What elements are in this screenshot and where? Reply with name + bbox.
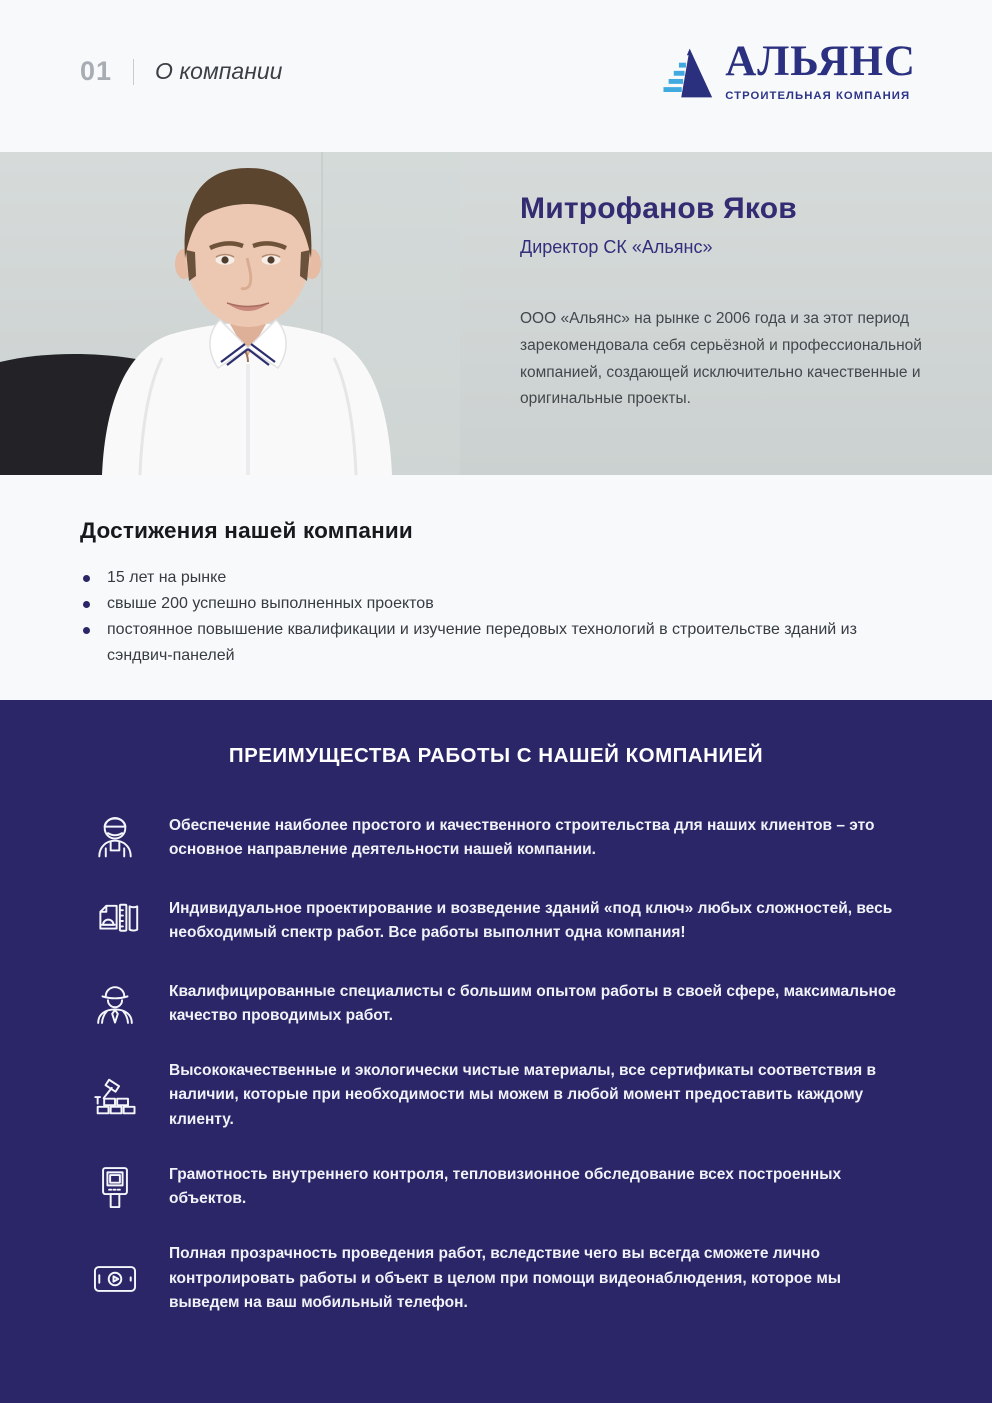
advantage-text: Высококачественные и экологически чистые материалы, все сертификаты соответствия в наличии, которые при необходимости мы можем в любой момент предоставить каждому клиенту. xyxy=(169,1062,877,1128)
advantages-section xyxy=(0,700,992,1403)
phone-video-icon xyxy=(88,1251,142,1307)
director-portrait-photo xyxy=(0,152,460,475)
hero-text-block xyxy=(520,192,922,413)
breadcrumb xyxy=(80,56,282,87)
achievement-item: 15 лет на рынке xyxy=(80,565,925,591)
advantages-list xyxy=(88,810,918,1316)
company-logo xyxy=(656,38,916,104)
advantage-row xyxy=(88,1242,918,1315)
director-role: Директор СК «Альянс» xyxy=(520,237,713,257)
thermal-camera-icon xyxy=(88,1159,142,1215)
company-description: ООО «Альянс» на рынке с 2006 года и за этот период зарекомендовала себя серьёзной и профессиональной компанией, создающей исключительно качественные и оригинальные проекты. xyxy=(520,310,922,408)
bricks-icon xyxy=(88,1068,142,1124)
advantage-text: Обеспечение наиболее простого и качественного строительства для наших клиентов – это основное направление деятельности нашей компании. xyxy=(169,816,875,858)
builder-icon xyxy=(88,810,142,866)
logo-tagline: СТРОИТЕЛЬНАЯ КОМПАНИЯ xyxy=(725,89,911,102)
page-number: 01 xyxy=(80,56,113,86)
logo-text xyxy=(725,38,916,102)
engineer-icon xyxy=(88,976,142,1032)
advantage-text: Полная прозрачность проведения работ, вследствие чего вы всегда сможете лично контролировать работы и объект в целом при помощи видеонаблюдения, которое мы выведем на ваш мобильный телефон. xyxy=(169,1245,842,1312)
achievements-list xyxy=(80,565,992,669)
stepped-pyramid-icon xyxy=(656,42,714,104)
logo-name: АЛЬЯНС xyxy=(725,38,916,85)
hero-section xyxy=(0,152,992,475)
advantage-row xyxy=(88,1159,918,1215)
advantage-text: Квалифицированные специалисты с большим опытом работы в своей сфере, максимальное качество проводимых работ. xyxy=(169,982,896,1024)
page-header xyxy=(0,0,992,152)
director-name: Митрофанов Яков xyxy=(520,192,797,225)
achievements-title: Достижения нашей компании xyxy=(80,518,413,543)
achievements-section xyxy=(0,475,992,700)
advantage-row xyxy=(88,976,918,1032)
page-title: О компании xyxy=(155,58,283,84)
advantage-row xyxy=(88,810,918,866)
achievement-item: постоянное повышение квалификации и изучение передовых технологий в строительстве зданий из сэндвич-панелей xyxy=(80,617,925,669)
blueprint-icon xyxy=(88,893,142,949)
advantage-row xyxy=(88,893,918,949)
advantage-text: Индивидуальное проектирование и возведение зданий «под ключ» любых сложностей, весь необходимый спектр работ. Все работы выполнит одна компания! xyxy=(169,899,893,941)
advantage-row xyxy=(88,1059,918,1132)
advantage-text: Грамотность внутреннего контроля, тепловизионное обследование всех построенных объектов. xyxy=(169,1165,842,1208)
header-divider xyxy=(133,59,134,85)
advantages-title: ПРЕИМУЩЕСТВА РАБОТЫ С НАШЕЙ КОМПАНИЕЙ xyxy=(228,744,764,767)
achievement-item: свыше 200 успешно выполненных проектов xyxy=(80,591,925,617)
